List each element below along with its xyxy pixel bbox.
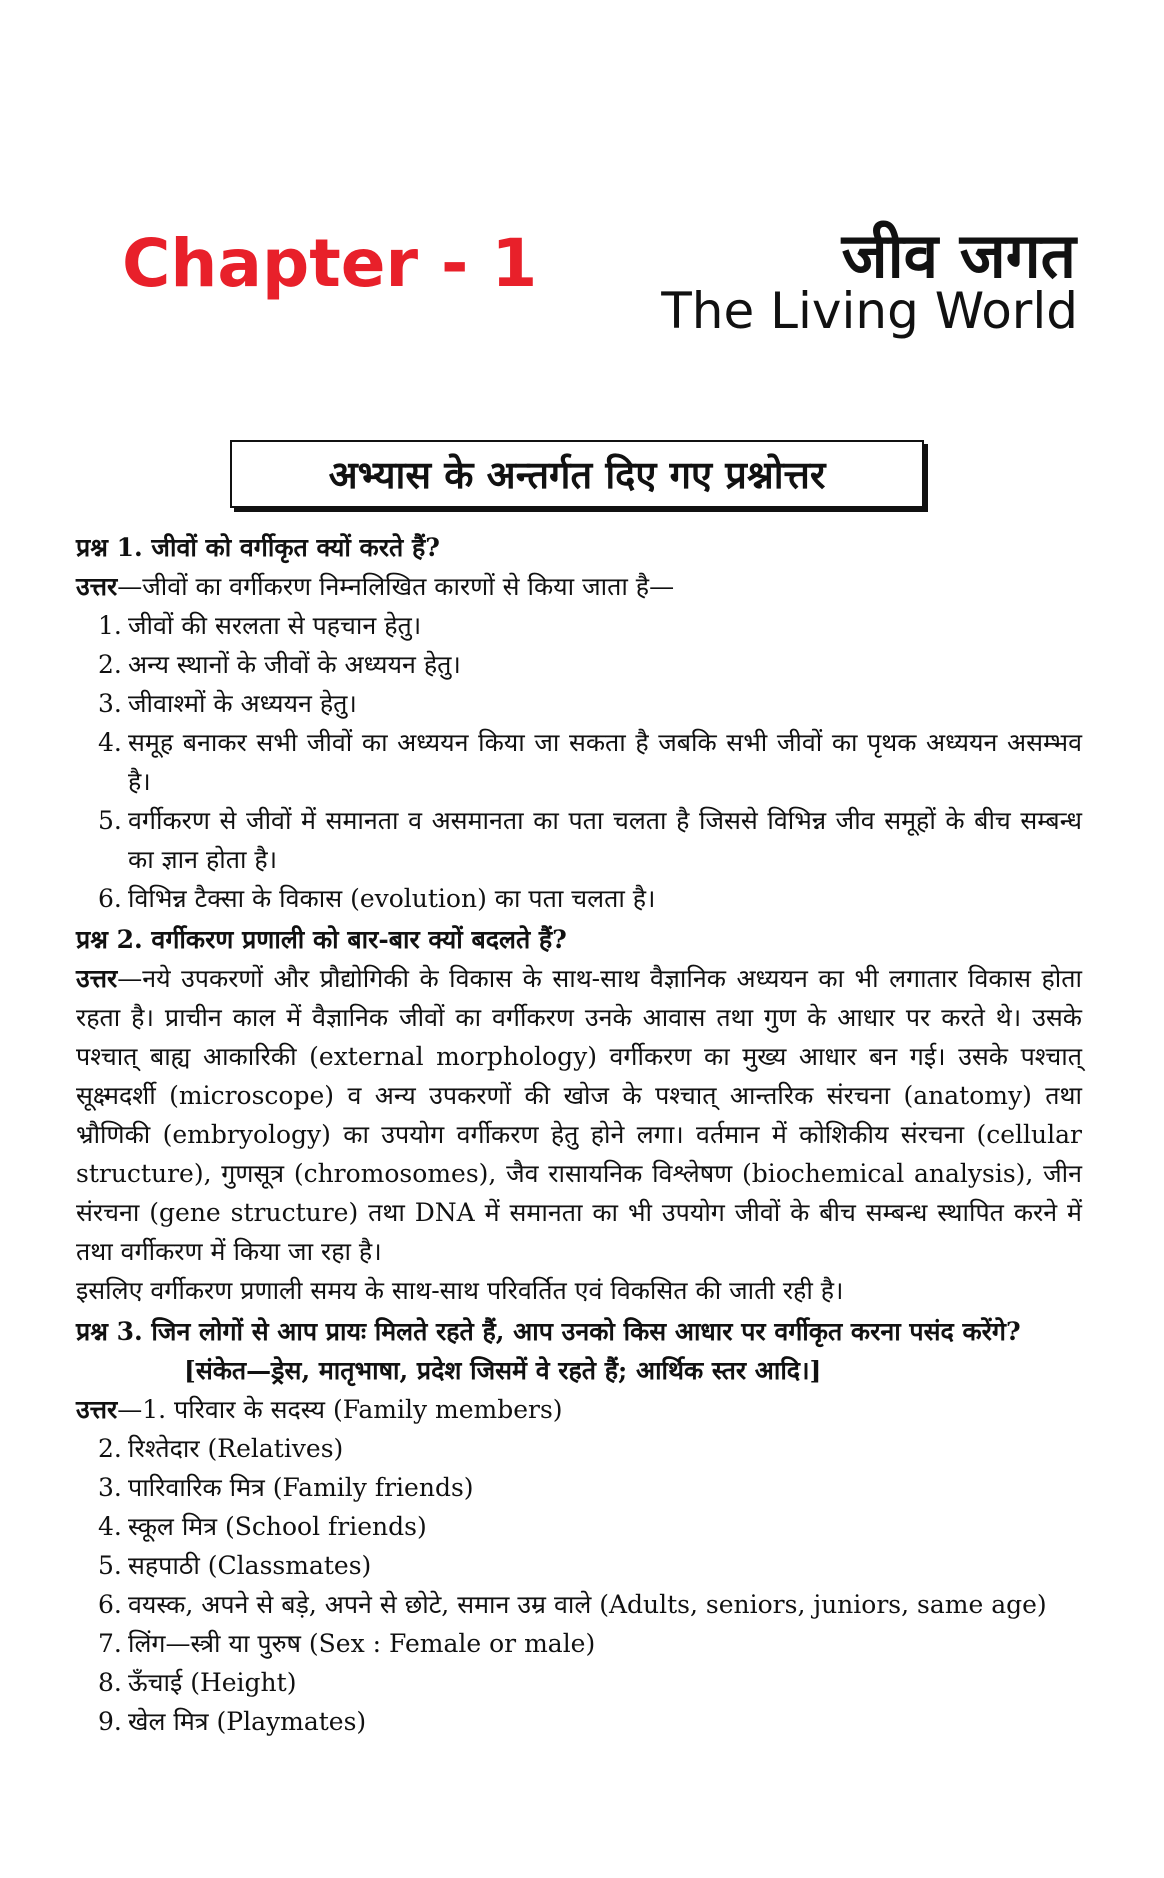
item-text: वयस्क, अपने से बड़े, अपने से छोटे, समान उम्र वाले (Adults, seniors, juniors, same age) [128,1590,1047,1619]
question-2 [76,920,1082,959]
list-item [98,879,1082,918]
answer-3-first-item: —1. परिवार के सदस्य (Family members) [117,1395,563,1424]
page-content [76,526,1082,1741]
answer-1-label: उत्तर [76,572,118,601]
answer-2-text: —नये उपकरणों और प्रौद्योगिकी के विकास के साथ-साथ वैज्ञानिक अध्ययन का भी लगातार विकास होता रहता है। प्राचीन काल में वैज्ञानिक जीवों का वर्गीकरण उनके आवास तथा गुण के आधार पर करते थे। उसके पश्चात् बाह्य आकारिकी (external morphology) वर्गीकरण का मुख्य आधार बन गई। उसके पश्चात् सूक्ष्मदर्शी (microscope) व अन्य उपकरणों की खोज के पश्चात् आन्तरिक संरचना (anatomy) तथा भ्रौणिकी (embryology) का उपयोग वर्गीकरण हेतु होने लगा। वर्तमान में कोशिकीय संरचना (cellular structure), गुणसूत्र (chromosomes), जैव रासायनिक विश्लेषण (biochemical analysis), जीन संरचना (gene structure) तथा DNA में समानता का भी उपयोग जीवों के बीच सम्बन्ध स्थापित करने में तथा वर्गीकरण में किया जा रहा है। [76,964,1082,1266]
item-number: 3. [98,1473,122,1502]
item-number: 8. [98,1668,122,1697]
list-item [98,1507,1082,1546]
list-item [98,1663,1082,1702]
list-item [98,723,1082,801]
item-text: ऊँचाई (Height) [128,1668,297,1697]
exercise-banner: अभ्यास के अन्तर्गत दिए गए प्रश्नोत्तर [230,440,924,508]
answer-2-body [76,959,1082,1271]
list-item [98,606,1082,645]
item-number: 2. [98,1434,122,1463]
item-number: 4. [98,1512,122,1541]
question-2-text: वर्गीकरण प्रणाली को बार-बार क्यों बदलते हैं? [151,925,567,954]
answer-1-intro [76,567,1082,606]
question-1-label: प्रश्न 1. [76,533,143,562]
item-text: अन्य स्थानों के जीवों के अध्ययन हेतु। [128,650,461,679]
item-number: 4. [98,728,122,757]
item-text: जीवों की सरलता से पहचान हेतु। [128,611,422,640]
item-text: खेल मित्र (Playmates) [128,1707,367,1736]
list-item [98,1624,1082,1663]
item-text: सहपाठी (Classmates) [128,1551,372,1580]
question-3-hint: [संकेत—ड्रेस, मातृभाषा, प्रदेश जिसमें वे रहते हैं; आर्थिक स्तर आदि।] [184,1356,822,1385]
item-text: जीवाश्मों के अध्ययन हेतु। [128,689,357,718]
item-number: 6. [98,1590,122,1619]
question-1-text: जीवों को वर्गीकृत क्यों करते हैं? [151,533,440,562]
item-number: 5. [98,806,122,835]
chapter-title-english: The Living World [661,282,1078,340]
item-text: विभिन्न टैक्सा के विकास (evolution) का पता चलता है। [128,884,656,913]
list-item [98,1585,1082,1624]
item-number: 6. [98,884,122,913]
answer-3-first [76,1390,1082,1429]
list-item [98,1468,1082,1507]
question-3 [76,1312,1082,1351]
list-item [98,801,1082,879]
question-3-text: जिन लोगों से आप प्रायः मिलते रहते हैं, आप उनको किस आधार पर वर्गीकृत करना पसंद करेंगे? [151,1317,1021,1346]
question-1 [76,528,1082,567]
item-number: 5. [98,1551,122,1580]
item-text: रिश्तेदार (Relatives) [128,1434,344,1463]
item-number: 9. [98,1707,122,1736]
answer-3-list [76,1429,1082,1741]
item-number: 3. [98,689,122,718]
answer-3-label: उत्तर [76,1395,118,1424]
list-item [98,645,1082,684]
item-text: समूह बनाकर सभी जीवों का अध्ययन किया जा सकता है जबकि सभी जीवों का पृथक अध्ययन असम्भव है। [128,728,1082,796]
item-number: 1. [98,611,122,640]
chapter-title-hindi: जीव जगत [841,219,1076,292]
list-item [98,1702,1082,1741]
answer-2-conclusion: इसलिए वर्गीकरण प्रणाली समय के साथ-साथ परिवर्तित एवं विकसित की जाती रही है। [76,1276,844,1305]
item-text: लिंग—स्त्री या पुरुष (Sex : Female or male) [128,1629,596,1658]
question-2-label: प्रश्न 2. [76,925,143,954]
item-number: 2. [98,650,122,679]
chapter-label: Chapter - 1 [122,225,538,302]
question-3-label: प्रश्न 3. [76,1317,143,1346]
list-item [98,1546,1082,1585]
list-item [98,684,1082,723]
answer-1-intro-text: —जीवों का वर्गीकरण निम्नलिखित कारणों से किया जाता है— [117,572,675,601]
list-item [98,1429,1082,1468]
answer-2-label: उत्तर [76,964,118,993]
item-text: पारिवारिक मित्र (Family friends) [128,1473,474,1502]
answer-1-list [76,606,1082,918]
item-text: वर्गीकरण से जीवों में समानता व असमानता का पता चलता है जिससे विभिन्न जीव समूहों के बीच सम्बन्ध का ज्ञान होता है। [128,806,1082,874]
item-text: स्कूल मित्र (School friends) [128,1512,427,1541]
item-number: 7. [98,1629,122,1658]
